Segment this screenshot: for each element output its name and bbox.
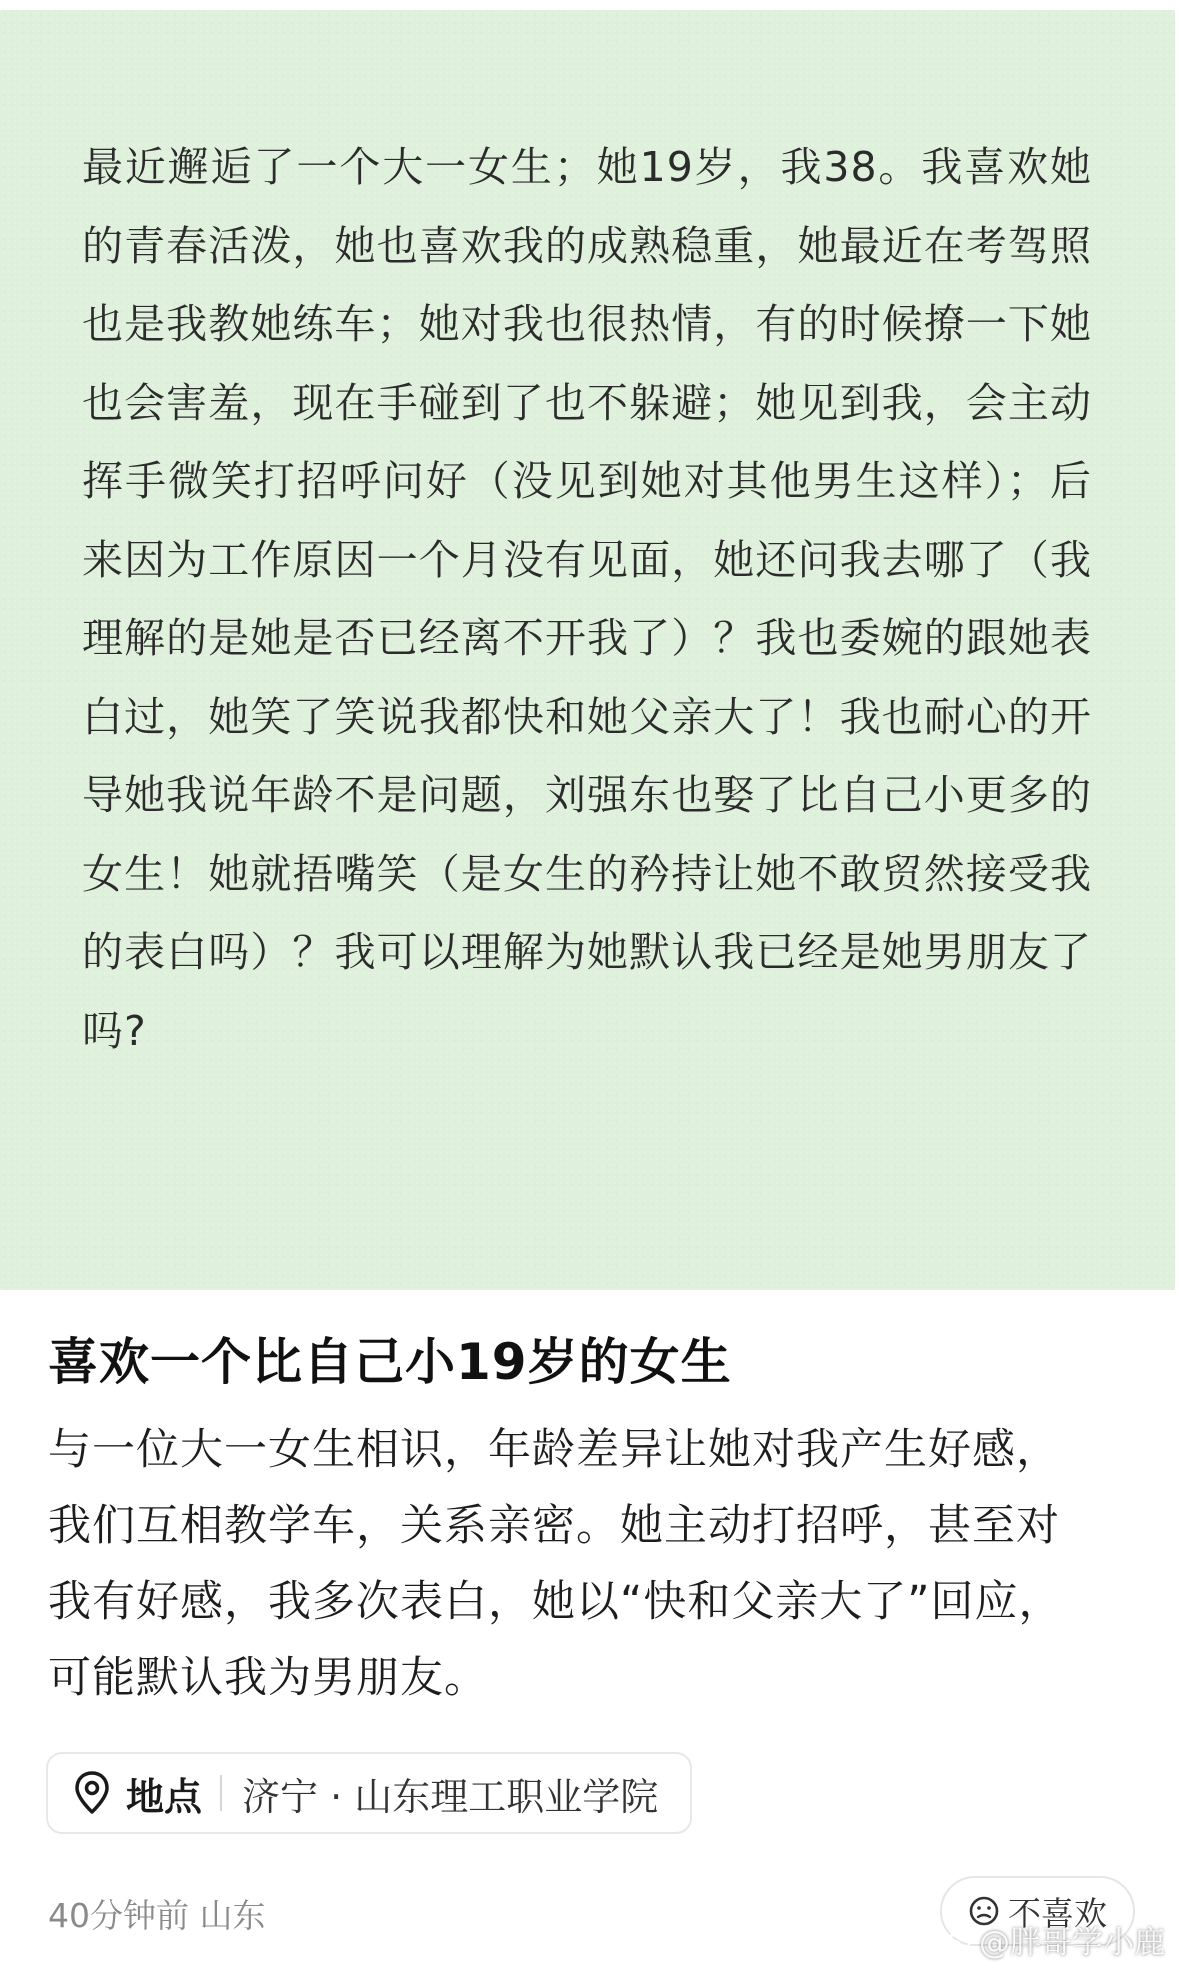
weibo-icon bbox=[941, 1925, 975, 1955]
post-title: 喜欢一个比自己小19岁的女生 bbox=[48, 1333, 732, 1391]
post-summary: 与一位大一女生相识，年龄差异让她对我产生好感，我们互相教学车，关系亲密。她主动打招呼，甚至对我有好感，我多次表白，她以“快和父亲大了”回应，可能默认我为男朋友。 bbox=[48, 1425, 1063, 1703]
watermark-text: @胖哥学小鹿 bbox=[979, 1925, 1165, 1961]
post-time-region: 40分钟前 山东 bbox=[48, 1896, 266, 1935]
post-image-card[interactable] bbox=[0, 10, 1175, 1290]
location-pin-icon bbox=[72, 1770, 112, 1816]
watermark bbox=[941, 1917, 1165, 1962]
location-divider bbox=[220, 1775, 222, 1811]
post-image-text: 最近邂逅了一个大一女生；她19岁，我38。我喜欢她的青春活泼，她也喜欢我的成熟稳重，她最近在考驾照也是我教她练车；她对我也很热情，有的时候撩一下她也会害羞，现在手碰到了也不躲避；她见到我，会主动挥手微笑打招呼问好（没见到她对其他男生这样）；后来因为工作原因一个月没有见面，她还问我去哪了（我理解的是她是否已经离不开我了）？我也委婉的跟她表白过，她笑了笑说我都快和她父亲大了！我也耐心的开导她我说年龄不是问题，刘强东也娶了比自己小更多的女生！她就捂嘴笑（是女生的矜持让她不敢贸然接受我的表白吗）？我可以理解为她默认我已经是她男朋友了吗? bbox=[82, 143, 1092, 1055]
location-label: 地点 bbox=[126, 1774, 203, 1819]
location-value: 济宁 · 山东理工职业学院 bbox=[242, 1774, 659, 1819]
dislike-label: 不喜欢 bbox=[1008, 1893, 1107, 1933]
location-chip[interactable] bbox=[46, 1752, 692, 1834]
